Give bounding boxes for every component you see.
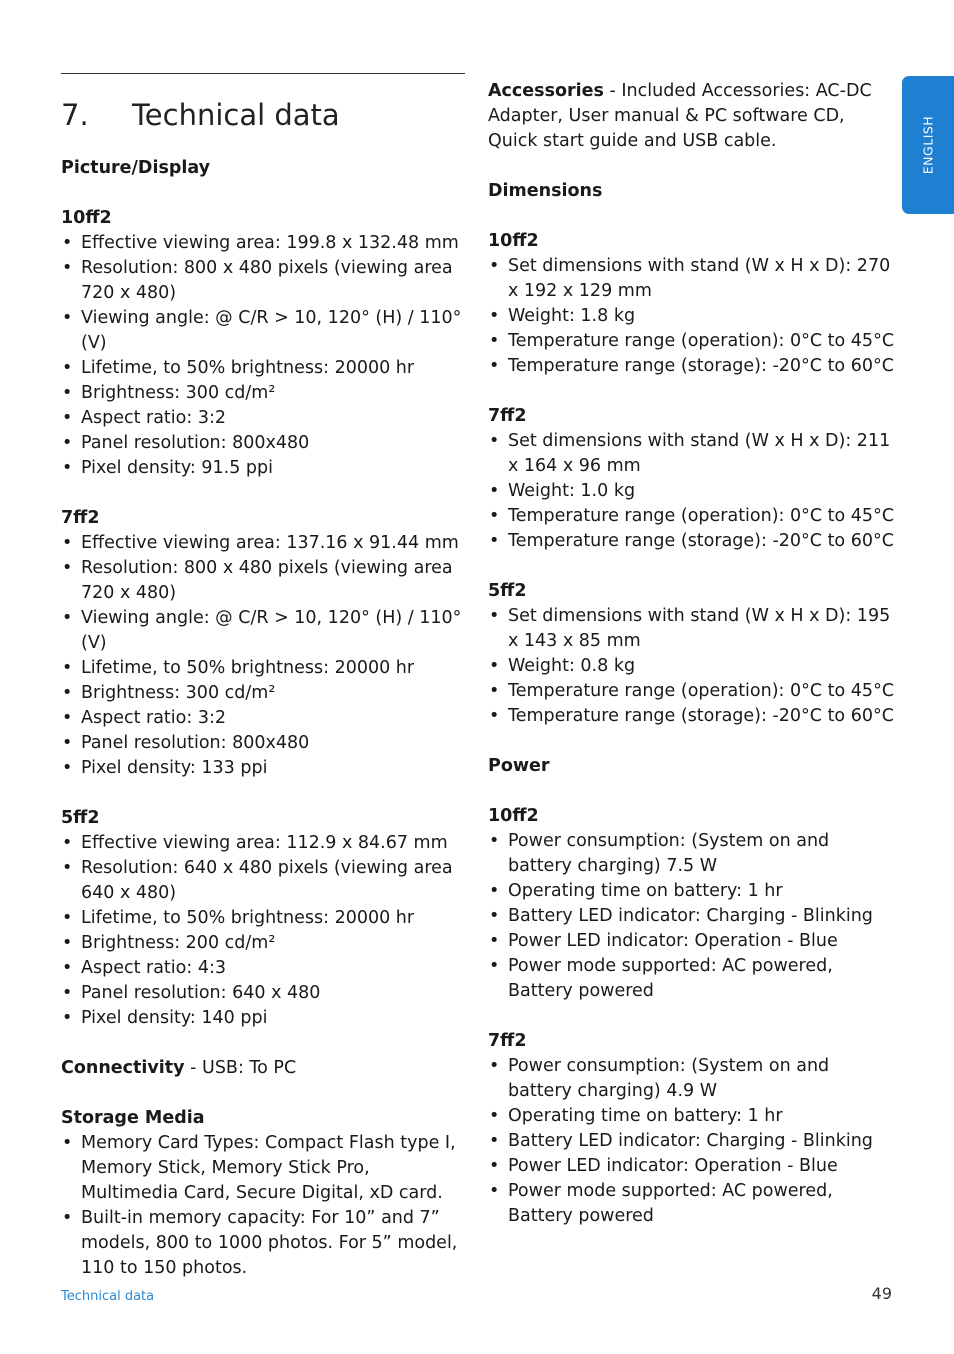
accessories-paragraph xyxy=(488,79,896,154)
list-item: • Weight: 1.0 kg xyxy=(488,479,896,504)
list-item: • Set dimensions with stand (W x H x D): 211 x 164 x 96 mm xyxy=(488,429,896,479)
model-heading: 7ff2 xyxy=(61,508,100,528)
spec-list xyxy=(61,531,467,781)
connectivity-text: - USB: To PC xyxy=(184,1058,297,1078)
power-heading: Power xyxy=(488,756,550,776)
list-item: • Aspect ratio: 3:2 xyxy=(61,706,467,731)
page-number: 49 xyxy=(871,1284,892,1303)
list-item: • Battery LED indicator: Charging - Blinking xyxy=(488,904,896,929)
page-title xyxy=(61,95,465,135)
list-item: • Power LED indicator: Operation - Blue xyxy=(488,1154,896,1179)
list-item: • Temperature range (storage): -20°C to 60°C xyxy=(488,704,896,729)
list-item: • Pixel density: 91.5 ppi xyxy=(61,456,467,481)
list-item: • Resolution: 640 x 480 pixels (viewing area 640 x 480) xyxy=(61,856,467,906)
list-item: • Resolution: 800 x 480 pixels (viewing area 720 x 480) xyxy=(61,256,467,306)
list-item: • Weight: 0.8 kg xyxy=(488,654,896,679)
list-item: • Power LED indicator: Operation - Blue xyxy=(488,929,896,954)
spec-list xyxy=(488,429,896,554)
list-item: • Set dimensions with stand (W x H x D): 195 x 143 x 85 mm xyxy=(488,604,896,654)
list-item: • Temperature range (operation): 0°C to 45°C xyxy=(488,329,896,354)
language-tab[interactable] xyxy=(902,76,954,214)
list-item: • Brightness: 300 cd/m² xyxy=(61,681,467,706)
picture-display-heading: Picture/Display xyxy=(61,158,211,178)
language-tab-label: ENGLISH xyxy=(920,115,936,175)
footer-section-name: Technical data xyxy=(61,1289,155,1304)
model-heading: 10ff2 xyxy=(488,806,539,826)
list-item: • Effective viewing area: 199.8 x 132.48 mm xyxy=(61,231,467,256)
spec-list xyxy=(61,231,467,481)
storage-list xyxy=(61,1131,467,1281)
header-rule xyxy=(61,73,465,74)
list-item: • Aspect ratio: 4:3 xyxy=(61,956,467,981)
dimensions-heading: Dimensions xyxy=(488,181,603,201)
model-heading: 7ff2 xyxy=(488,1031,527,1051)
accessories-text: - Included Accessories: AC-DC Adapter, User manual & PC software CD, Quick start guide and USB cable. xyxy=(488,81,872,151)
model-heading: 10ff2 xyxy=(61,208,112,228)
list-item: • Pixel density: 133 ppi xyxy=(61,756,467,781)
list-item: • Effective viewing area: 112.9 x 84.67 mm xyxy=(61,831,467,856)
list-item: • Memory Card Types: Compact Flash type I, Memory Stick, Memory Stick Pro, Multimedia Card, Secure Digital, xD card. xyxy=(61,1131,467,1206)
list-item: • Effective viewing area: 137.16 x 91.44 mm xyxy=(61,531,467,556)
list-item: • Brightness: 200 cd/m² xyxy=(61,931,467,956)
section-title: Technical data xyxy=(132,98,340,132)
left-column xyxy=(61,156,467,1281)
connectivity-label: Connectivity xyxy=(61,1058,185,1078)
list-item: • Temperature range (storage): -20°C to 60°C xyxy=(488,529,896,554)
model-heading: 5ff2 xyxy=(61,808,100,828)
list-item: • Set dimensions with stand (W x H x D): 270 x 192 x 129 mm xyxy=(488,254,896,304)
accessories-label: Accessories xyxy=(488,81,604,101)
list-item: • Battery LED indicator: Charging - Blinking xyxy=(488,1129,896,1154)
list-item: • Resolution: 800 x 480 pixels (viewing area 720 x 480) xyxy=(61,556,467,606)
list-item: • Operating time on battery: 1 hr xyxy=(488,1104,896,1129)
list-item: • Pixel density: 140 ppi xyxy=(61,1006,467,1031)
spec-list xyxy=(488,254,896,379)
list-item: • Aspect ratio: 3:2 xyxy=(61,406,467,431)
list-item: • Viewing angle: @ C/R > 10, 120° (H) / 110°(V) xyxy=(61,306,467,356)
list-item: • Power consumption: (System on and battery charging) 7.5 W xyxy=(488,829,896,879)
section-number: 7. xyxy=(61,98,89,132)
list-item: • Lifetime, to 50% brightness: 20000 hr xyxy=(61,656,467,681)
spec-list xyxy=(488,604,896,729)
model-heading: 10ff2 xyxy=(488,231,539,251)
list-item: • Weight: 1.8 kg xyxy=(488,304,896,329)
list-item: • Temperature range (operation): 0°C to 45°C xyxy=(488,504,896,529)
list-item: • Power consumption: (System on and battery charging) 4.9 W xyxy=(488,1054,896,1104)
storage-heading: Storage Media xyxy=(61,1108,205,1128)
list-item: • Viewing angle: @ C/R > 10, 120° (H) / 110°(V) xyxy=(61,606,467,656)
list-item: • Lifetime, to 50% brightness: 20000 hr xyxy=(61,906,467,931)
list-item: • Brightness: 300 cd/m² xyxy=(61,381,467,406)
list-item: • Panel resolution: 800x480 xyxy=(61,731,467,756)
list-item: • Temperature range (operation): 0°C to 45°C xyxy=(488,679,896,704)
list-item: • Panel resolution: 640 x 480 xyxy=(61,981,467,1006)
list-item: • Panel resolution: 800x480 xyxy=(61,431,467,456)
right-column xyxy=(488,79,896,1229)
list-item: • Lifetime, to 50% brightness: 20000 hr xyxy=(61,356,467,381)
model-heading: 5ff2 xyxy=(488,581,527,601)
spec-list xyxy=(488,829,896,1004)
connectivity-paragraph xyxy=(61,1056,467,1081)
spec-list xyxy=(488,1054,896,1229)
list-item: • Power mode supported: AC powered, Battery powered xyxy=(488,1179,896,1229)
list-item: • Power mode supported: AC powered, Battery powered xyxy=(488,954,896,1004)
list-item: • Built-in memory capacity: For 10” and 7” models, 800 to 1000 photos. For 5” model, 110 to 150 photos. xyxy=(61,1206,467,1281)
list-item: • Temperature range (storage): -20°C to 60°C xyxy=(488,354,896,379)
list-item: • Operating time on battery: 1 hr xyxy=(488,879,896,904)
spec-list xyxy=(61,831,467,1031)
model-heading: 7ff2 xyxy=(488,406,527,426)
